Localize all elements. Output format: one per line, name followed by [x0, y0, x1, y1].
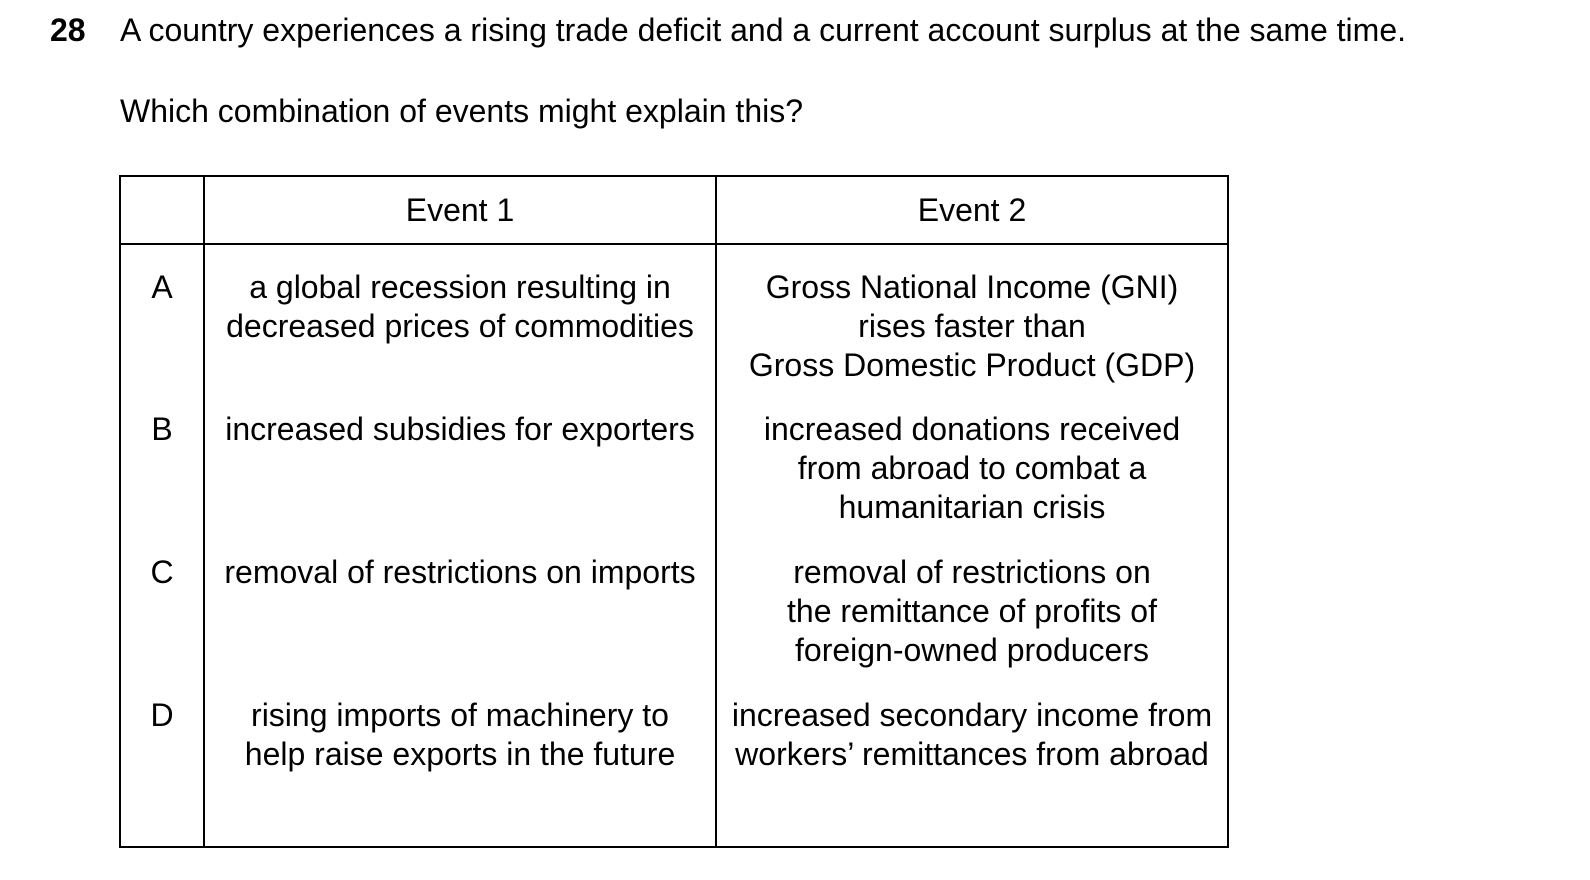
event-2-line: the remittance of profits of	[787, 593, 1157, 629]
option-event-2	[716, 534, 1228, 676]
question-number: 28	[50, 12, 86, 48]
option-row-c	[120, 534, 1228, 676]
event-2-line: Gross Domestic Product (GDP)	[748, 347, 1196, 383]
event-1-line: a global recession resulting in	[249, 269, 671, 305]
question-stem: A country experiences a rising trade deficit and a current account surplus at the same time.	[120, 12, 1406, 48]
header-event-1: Event 1	[204, 176, 716, 244]
event-2-line: humanitarian crisis	[838, 489, 1106, 525]
option-letter: B	[120, 391, 204, 534]
option-letter: C	[120, 534, 204, 676]
option-event-2	[716, 676, 1228, 847]
event-1-line: rising imports of machinery to	[251, 697, 669, 733]
event-2-line: rises faster than	[858, 308, 1086, 344]
option-event-2	[716, 391, 1228, 534]
option-event-2	[716, 244, 1228, 391]
option-event-1	[204, 391, 716, 534]
table-header-row	[120, 176, 1228, 244]
event-1-line: help raise exports in the future	[244, 736, 676, 772]
event-2-line: increased secondary income from	[731, 697, 1213, 733]
option-letter: D	[120, 676, 204, 847]
option-event-1	[204, 534, 716, 676]
options-table	[119, 175, 1229, 848]
header-letter	[120, 176, 204, 244]
event-1-line: decreased prices of commodities	[226, 308, 694, 344]
event-2-line: increased donations received	[763, 411, 1181, 447]
event-1-line: increased subsidies for exporters	[225, 411, 695, 447]
option-event-1	[204, 244, 716, 391]
option-row-a	[120, 244, 1228, 391]
event-2-line: Gross National Income (GNI)	[765, 269, 1179, 305]
event-2-line: foreign-owned producers	[795, 632, 1149, 668]
option-event-1	[204, 676, 716, 847]
option-row-d	[120, 676, 1228, 847]
event-1-line: removal of restrictions on imports	[224, 554, 696, 590]
question-prompt: Which combination of events might explain this?	[120, 93, 804, 129]
option-letter: A	[120, 244, 204, 391]
header-event-2: Event 2	[716, 176, 1228, 244]
event-2-line: workers’ remittances from abroad	[735, 736, 1209, 772]
option-row-b	[120, 391, 1228, 534]
event-2-line: removal of restrictions on	[793, 554, 1151, 590]
event-2-line: from abroad to combat a	[797, 450, 1147, 486]
